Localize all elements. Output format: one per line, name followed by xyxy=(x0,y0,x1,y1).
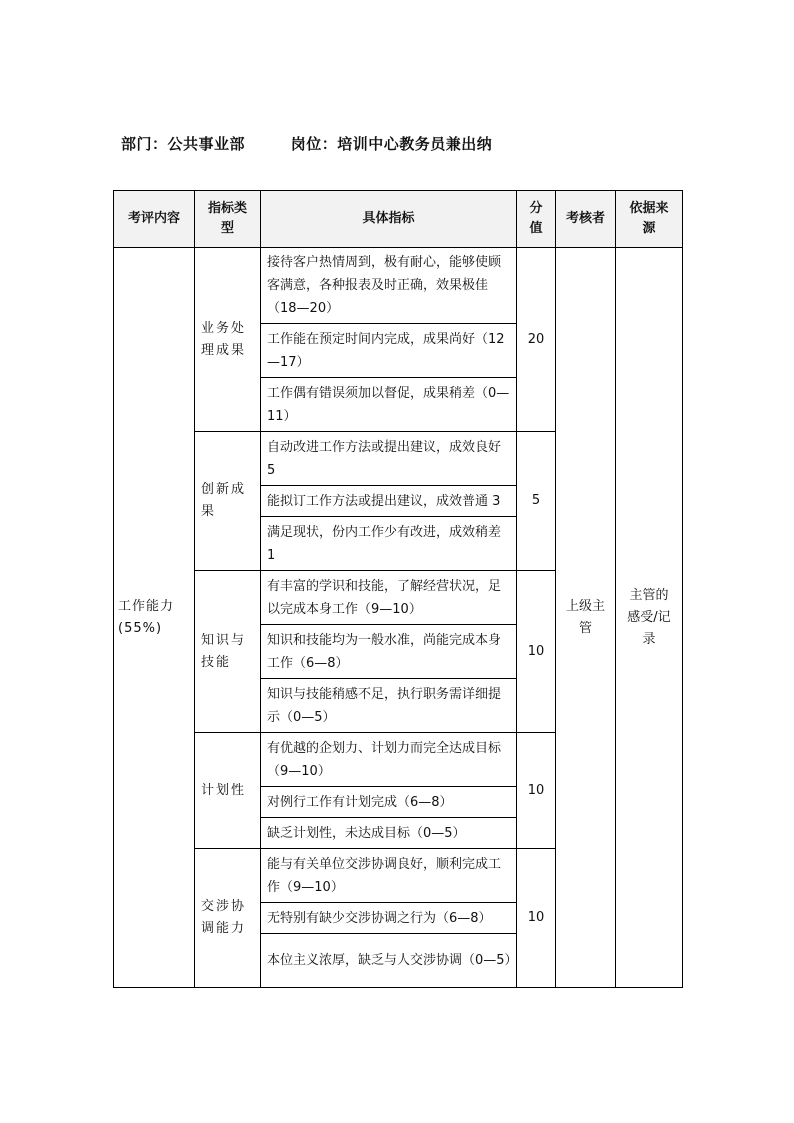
indicator-cell: 接待客户热情周到，极有耐心，能够使顾客满意，各种报表及时正确，效果极佳（18—20） xyxy=(261,248,517,324)
indicator-cell: 对例行工作有计划完成（6—8） xyxy=(261,787,517,818)
assessor-cell: 上级主管 xyxy=(556,248,616,988)
main-item-cell: 工作能力(55%) xyxy=(114,248,195,988)
indicator-cell: 本位主义浓厚，缺乏与人交涉协调（0—5） xyxy=(261,934,517,988)
indicator-cell: 有丰富的学识和技能，了解经营状况，足以完成本身工作（9—10） xyxy=(261,571,517,625)
category-cell: 创新成果 xyxy=(195,432,261,571)
indicator-cell: 缺乏计划性，未达成目标（0—5） xyxy=(261,818,517,849)
score-cell: 10 xyxy=(517,849,556,988)
indicator-cell: 自动改进工作方法或提出建议，成效良好 5 xyxy=(261,432,517,486)
score-cell: 20 xyxy=(517,248,556,432)
header-cell-indicator: 具体指标 xyxy=(261,191,517,248)
category-cell: 知识与技能 xyxy=(195,571,261,733)
category-cell: 业务处理成果 xyxy=(195,248,261,432)
header-cell-score: 分值 xyxy=(517,191,556,248)
header-cell-assessor: 考核者 xyxy=(556,191,616,248)
table-row xyxy=(114,248,683,324)
indicator-cell: 知识与技能稍感不足，执行职务需详细提示（0—5） xyxy=(261,679,517,733)
indicator-cell: 工作偶有错误须加以督促，成果稍差（0—11） xyxy=(261,378,517,432)
category-cell: 交涉协调能力 xyxy=(195,849,261,988)
table-header-row xyxy=(114,191,683,248)
indicator-cell: 工作能在预定时间内完成，成果尚好（12—17） xyxy=(261,324,517,378)
score-cell: 10 xyxy=(517,571,556,733)
indicator-cell: 能与有关单位交涉协调良好，顺利完成工作（9—10） xyxy=(261,849,517,903)
indicator-cell: 知识和技能均为一般水准，尚能完成本身工作（6—8） xyxy=(261,625,517,679)
score-cell: 10 xyxy=(517,733,556,849)
header-cell-type: 指标类型 xyxy=(195,191,261,248)
score-cell: 5 xyxy=(517,432,556,571)
header-cell-content: 考评内容 xyxy=(114,191,195,248)
header-cell-source: 依据来源 xyxy=(616,191,683,248)
indicator-cell: 无特别有缺少交涉协调之行为（6—8） xyxy=(261,903,517,934)
assessment-table xyxy=(113,190,683,988)
position-label: 岗位：培训中心教务员兼出纳 xyxy=(290,135,493,153)
document-header xyxy=(121,133,492,154)
category-cell: 计划性 xyxy=(195,733,261,849)
department-label: 部门：公共事业部 xyxy=(121,135,246,153)
indicator-cell: 有优越的企划力、计划力而完全达成目标（9—10） xyxy=(261,733,517,787)
indicator-cell: 能拟订工作方法或提出建议，成效普通 3 xyxy=(261,486,517,517)
indicator-cell: 满足现状，份内工作少有改进，成效稍差 1 xyxy=(261,517,517,571)
source-cell: 主管的感受/记录 xyxy=(616,248,683,988)
